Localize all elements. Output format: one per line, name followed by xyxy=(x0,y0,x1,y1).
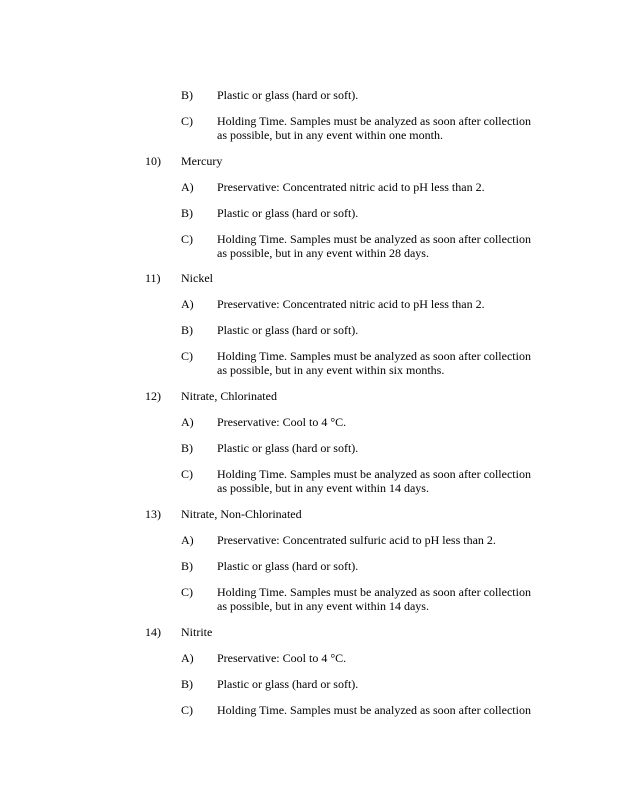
item-14-sub-c-label: C) xyxy=(181,703,193,717)
item-12-sub-a-label: A) xyxy=(181,415,194,429)
item-13-sub-c-label: C) xyxy=(181,585,193,599)
item-9-sub-c-text: Holding Time. Samples must be analyzed as soon after collection xyxy=(217,114,531,128)
item-12-sub-c-text-cont: as possible, but in any event within 14 days. xyxy=(217,481,429,495)
item-13-heading: Nitrate, Non-Chlorinated xyxy=(181,507,302,521)
item-11-sub-b-text: Plastic or glass (hard or soft). xyxy=(217,323,359,337)
item-13-sub-a-text: Preservative: Concentrated sulfuric acid to pH less than 2. xyxy=(217,533,496,547)
item-12-sub-b-label: B) xyxy=(181,441,193,455)
item-10-sub-b-text: Plastic or glass (hard or soft). xyxy=(217,206,359,220)
item-10-sub-a-label: A) xyxy=(181,180,194,194)
item-9-sub-c-text-cont: as possible, but in any event within one month. xyxy=(217,128,443,142)
item-14-sub-a-text: Preservative: Cool to 4 °C. xyxy=(217,651,347,665)
item-10-sub-c-text: Holding Time. Samples must be analyzed as soon after collection xyxy=(217,232,531,246)
item-10-sub-c-label: C) xyxy=(181,232,193,246)
item-13-sub-b-text: Plastic or glass (hard or soft). xyxy=(217,559,359,573)
item-10-heading: Mercury xyxy=(181,154,223,168)
item-9-sub-c-label: C) xyxy=(181,114,193,128)
item-11-sub-a-label: A) xyxy=(181,297,194,311)
item-9-sub-b-label: B) xyxy=(181,88,193,102)
item-11-sub-c-label: C) xyxy=(181,349,193,363)
item-12-sub-a-text: Preservative: Cool to 4 °C. xyxy=(217,415,347,429)
item-14-number: 14) xyxy=(145,625,161,639)
item-9-sub-b-text: Plastic or glass (hard or soft). xyxy=(217,88,359,102)
item-12-heading: Nitrate, Chlorinated xyxy=(181,389,277,403)
item-14-sub-b-label: B) xyxy=(181,677,193,691)
item-10-sub-c-text-cont: as possible, but in any event within 28 days. xyxy=(217,246,429,260)
item-13-sub-b-label: B) xyxy=(181,559,193,573)
item-12-sub-c-text: Holding Time. Samples must be analyzed as soon after collection xyxy=(217,467,531,481)
item-10-number: 10) xyxy=(145,154,161,168)
item-12-sub-c-label: C) xyxy=(181,467,193,481)
item-11-heading: Nickel xyxy=(181,271,213,285)
item-11-sub-b-label: B) xyxy=(181,323,193,337)
item-14-sub-c-text: Holding Time. Samples must be analyzed as soon after collection xyxy=(217,703,531,717)
item-11-sub-c-text-cont: as possible, but in any event within six months. xyxy=(217,363,445,377)
item-13-sub-c-text-cont: as possible, but in any event within 14 days. xyxy=(217,599,429,613)
item-10-sub-a-text: Preservative: Concentrated nitric acid to pH less than 2. xyxy=(217,180,485,194)
item-11-sub-a-text: Preservative: Concentrated nitric acid to pH less than 2. xyxy=(217,297,485,311)
item-13-sub-c-text: Holding Time. Samples must be analyzed as soon after collection xyxy=(217,585,531,599)
item-13-number: 13) xyxy=(145,507,161,521)
item-12-number: 12) xyxy=(145,389,161,403)
item-13-sub-a-label: A) xyxy=(181,533,194,547)
item-10-sub-b-label: B) xyxy=(181,206,193,220)
item-11-sub-c-text: Holding Time. Samples must be analyzed as soon after collection xyxy=(217,349,531,363)
item-14-sub-b-text: Plastic or glass (hard or soft). xyxy=(217,677,359,691)
item-12-sub-b-text: Plastic or glass (hard or soft). xyxy=(217,441,359,455)
item-14-sub-a-label: A) xyxy=(181,651,194,665)
item-11-number: 11) xyxy=(145,271,161,285)
item-14-heading: Nitrite xyxy=(181,625,213,639)
